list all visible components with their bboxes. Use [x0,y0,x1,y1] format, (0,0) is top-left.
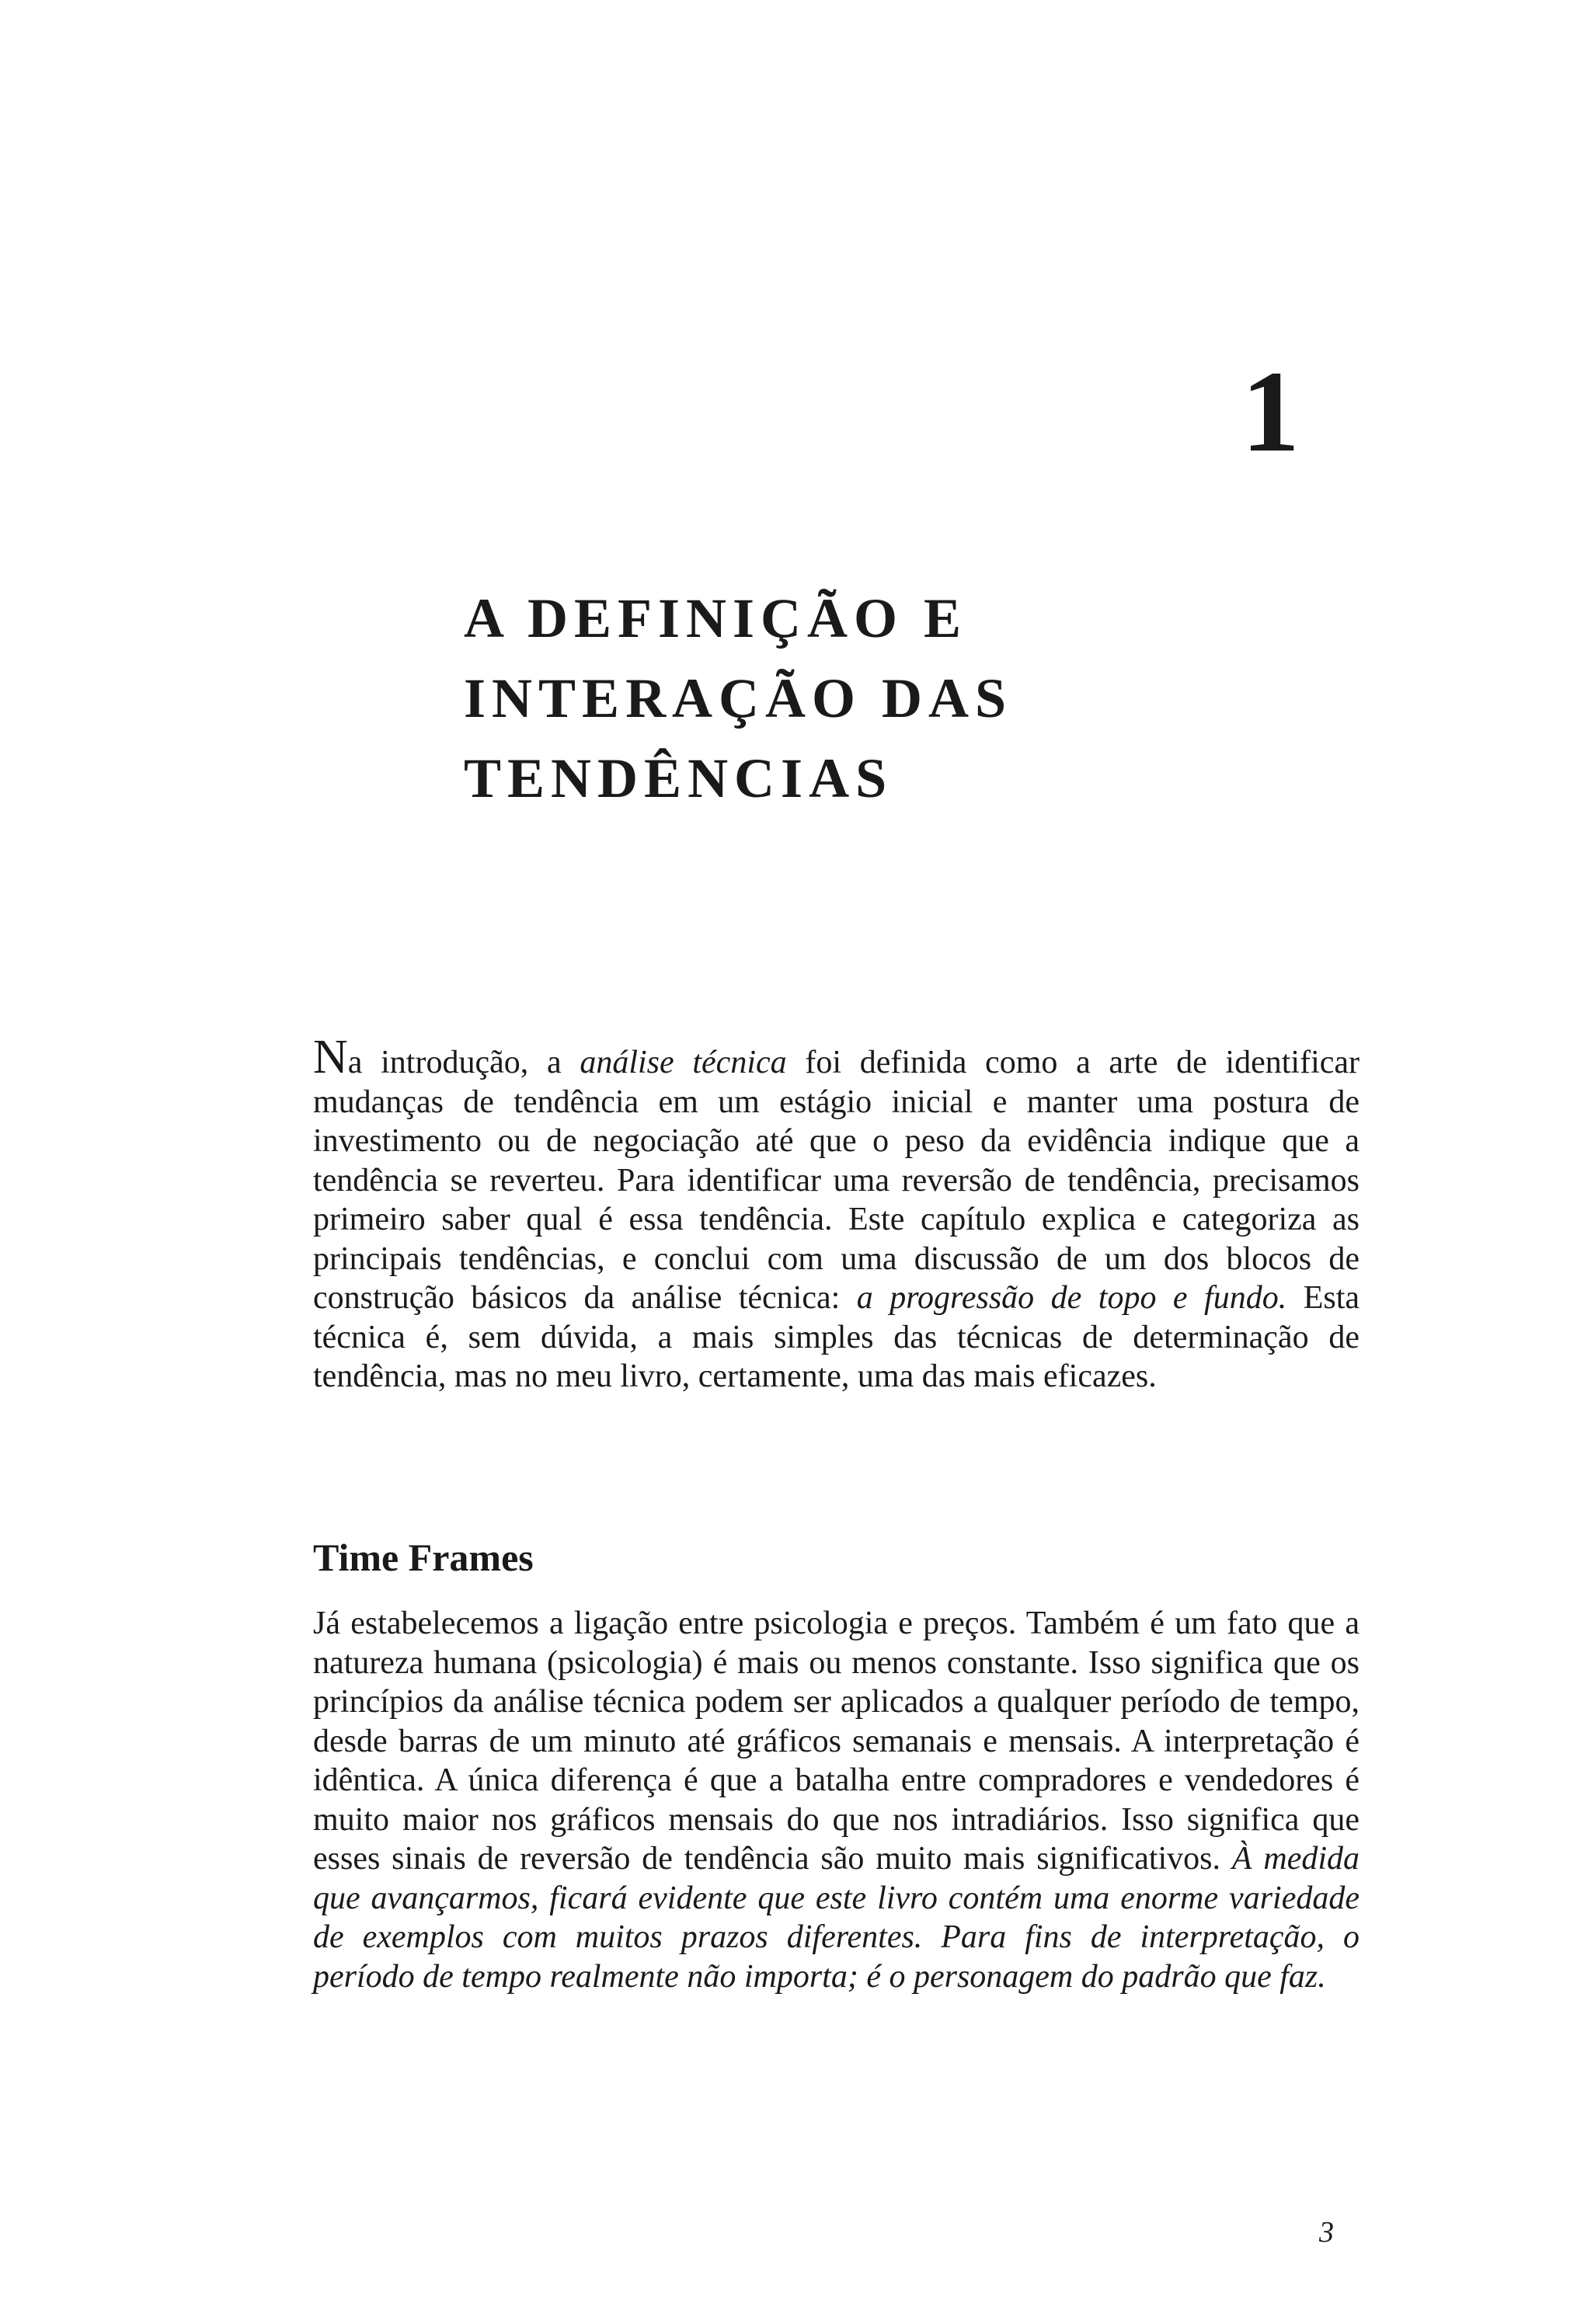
intro-emphasis-1: análise técnica [580,1045,787,1080]
chapter-number: 1 [1241,347,1300,476]
chapter-title-line-2: INTERAÇÃO DAS [464,667,1013,729]
drop-letter: N [313,1031,348,1084]
page-number: 3 [1319,2216,1334,2249]
section-emphasis-1: À medida que avançarmos, ficará evidente que este livro contém uma enorme variedade de exemplos com muitos prazos diferentes. Para fins de interpretação, o período de tempo realmente não importa; é o personagem do padrão que faz. [313,1841,1360,1995]
intro-text-2: foi definida como a arte de identificar mudanças de tendência em um estágio inicial e manter uma postura de investimento ou de negociação até que o peso da evidência indique que a tendência se reverteu. Para identificar uma reversão de tendência, precisamos primeiro saber qual é essa tendência. Este capítulo explica e categoriza as principais tendências, e conclui com uma discussão de um dos blocos de construção básicos da análise técnica: [313,1045,1360,1316]
chapter-title-line-3: TENDÊNCIAS [464,747,893,809]
intro-text-3: Esta técnica é, sem dúvida, a mais simples das técnicas de determinação de tendência, mas no meu livro, certamente, uma das mais eficazes. [313,1280,1360,1394]
intro-emphasis-2: a progressão de topo e fundo. [856,1280,1287,1316]
section-heading: Time Frames [313,1536,534,1579]
intro-text-1: a introdução, a [347,1045,580,1080]
chapter-title-line-1: A DEFINIÇÃO E [464,587,968,649]
intro-paragraph [313,1033,1359,1397]
section-text-1: Já estabelecemos a ligação entre psicologia e preços. Também é um fato que a natureza humana (psicologia) é mais ou menos constante. Isso significa que os princípios da análise técnica podem ser aplicados a qualquer período de tempo, desde barras de um minuto até gráficos semanais e mensais. A interpretação é idêntica. A única diferença é que a batalha entre compradores e vendedores é muito maior nos gráficos mensais do que nos intradiários. Isso significa que esses sinais de reversão de tendência são muito mais significativos. [313,1606,1359,1877]
chapter-title [464,579,1318,819]
section-paragraph [313,1604,1359,1996]
